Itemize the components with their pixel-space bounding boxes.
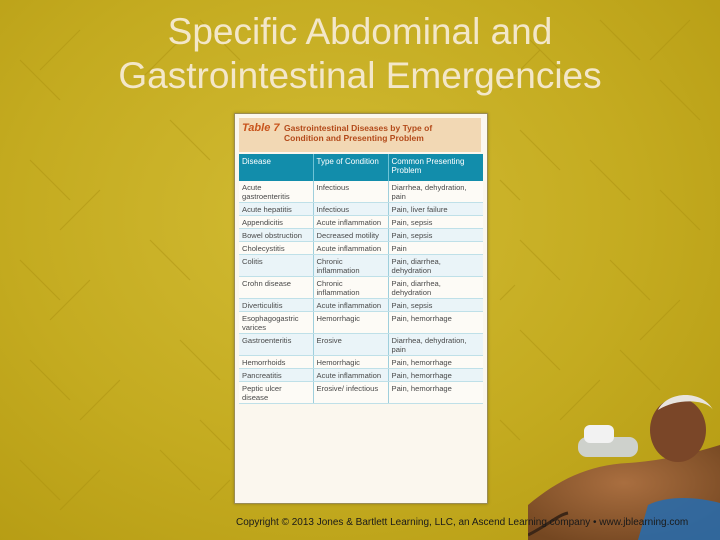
table-cell: Pain, diarrhea, dehydration [388,277,483,299]
copyright-notice: Copyright © 2013 Jones & Bartlett Learning, LLC, an Ascend Learning company • www.jblearning.com [236,517,689,528]
table-cell: Acute inflammation [313,242,388,255]
table-cell: Hemorrhagic [313,356,388,369]
table-cell: Pain, liver failure [388,203,483,216]
table-cell: Esophagogastric varices [239,312,313,334]
table-cell: Crohn disease [239,277,313,299]
table-row [239,369,483,382]
table-cell: Chronic inflammation [313,277,388,299]
table-cell: Infectious [313,203,388,216]
table-cell: Colitis [239,255,313,277]
table-cell: Pain, sepsis [388,299,483,312]
table-caption [239,118,481,152]
slide-title [0,10,720,98]
table-header-row [239,154,483,181]
table-row [239,229,483,242]
table-cell: Pain [388,242,483,255]
title-line-2: Gastrointestinal Emergencies [118,55,602,96]
table-row [239,312,483,334]
table-cell: Diarrhea, dehydration, pain [388,181,483,203]
table-cell: Acute hepatitis [239,203,313,216]
table-cell: Infectious [313,181,388,203]
table-cell: Chronic inflammation [313,255,388,277]
table-cell: Pain, hemorrhage [388,382,483,404]
table-cell: Decreased motility [313,229,388,242]
table-cell: Erosive [313,334,388,356]
gi-diseases-table [239,154,483,404]
table-cell: Pain, hemorrhage [388,312,483,334]
table-card [234,113,488,504]
table-row [239,277,483,299]
table-cell: Peptic ulcer disease [239,382,313,404]
table-row [239,299,483,312]
table-row [239,382,483,404]
column-header: Common Presenting Problem [388,154,483,181]
column-header: Disease [239,154,313,181]
table-row [239,216,483,229]
table-number: Table 7 [242,122,280,134]
table-cell: Pancreatitis [239,369,313,382]
table-cell: Cholecystitis [239,242,313,255]
table-cell: Acute inflammation [313,216,388,229]
table-cell: Diarrhea, dehydration, pain [388,334,483,356]
table-row [239,255,483,277]
table-cell: Pain, sepsis [388,216,483,229]
table-cell: Hemorrhoids [239,356,313,369]
table-row [239,203,483,216]
table-cell: Pain, diarrhea, dehydration [388,255,483,277]
title-line-1: Specific Abdominal and [167,11,553,52]
table-cell: Hemorrhagic [313,312,388,334]
table-title: Gastrointestinal Diseases by Type of Condition and Presenting Problem [284,123,433,143]
table-cell: Pain, hemorrhage [388,369,483,382]
table-cell: Bowel obstruction [239,229,313,242]
column-header: Type of Condition [313,154,388,181]
table-cell: Erosive/ infectious [313,382,388,404]
table-cell: Pain, hemorrhage [388,356,483,369]
table-cell: Diverticulitis [239,299,313,312]
table-cell: Appendicitis [239,216,313,229]
table-cell: Gastroenteritis [239,334,313,356]
table-row [239,181,483,203]
table-cell: Pain, sepsis [388,229,483,242]
table-row [239,356,483,369]
table-row [239,242,483,255]
table-row [239,334,483,356]
table-cell: Acute inflammation [313,299,388,312]
table-cell: Acute inflammation [313,369,388,382]
table-cell: Acute gastroenteritis [239,181,313,203]
